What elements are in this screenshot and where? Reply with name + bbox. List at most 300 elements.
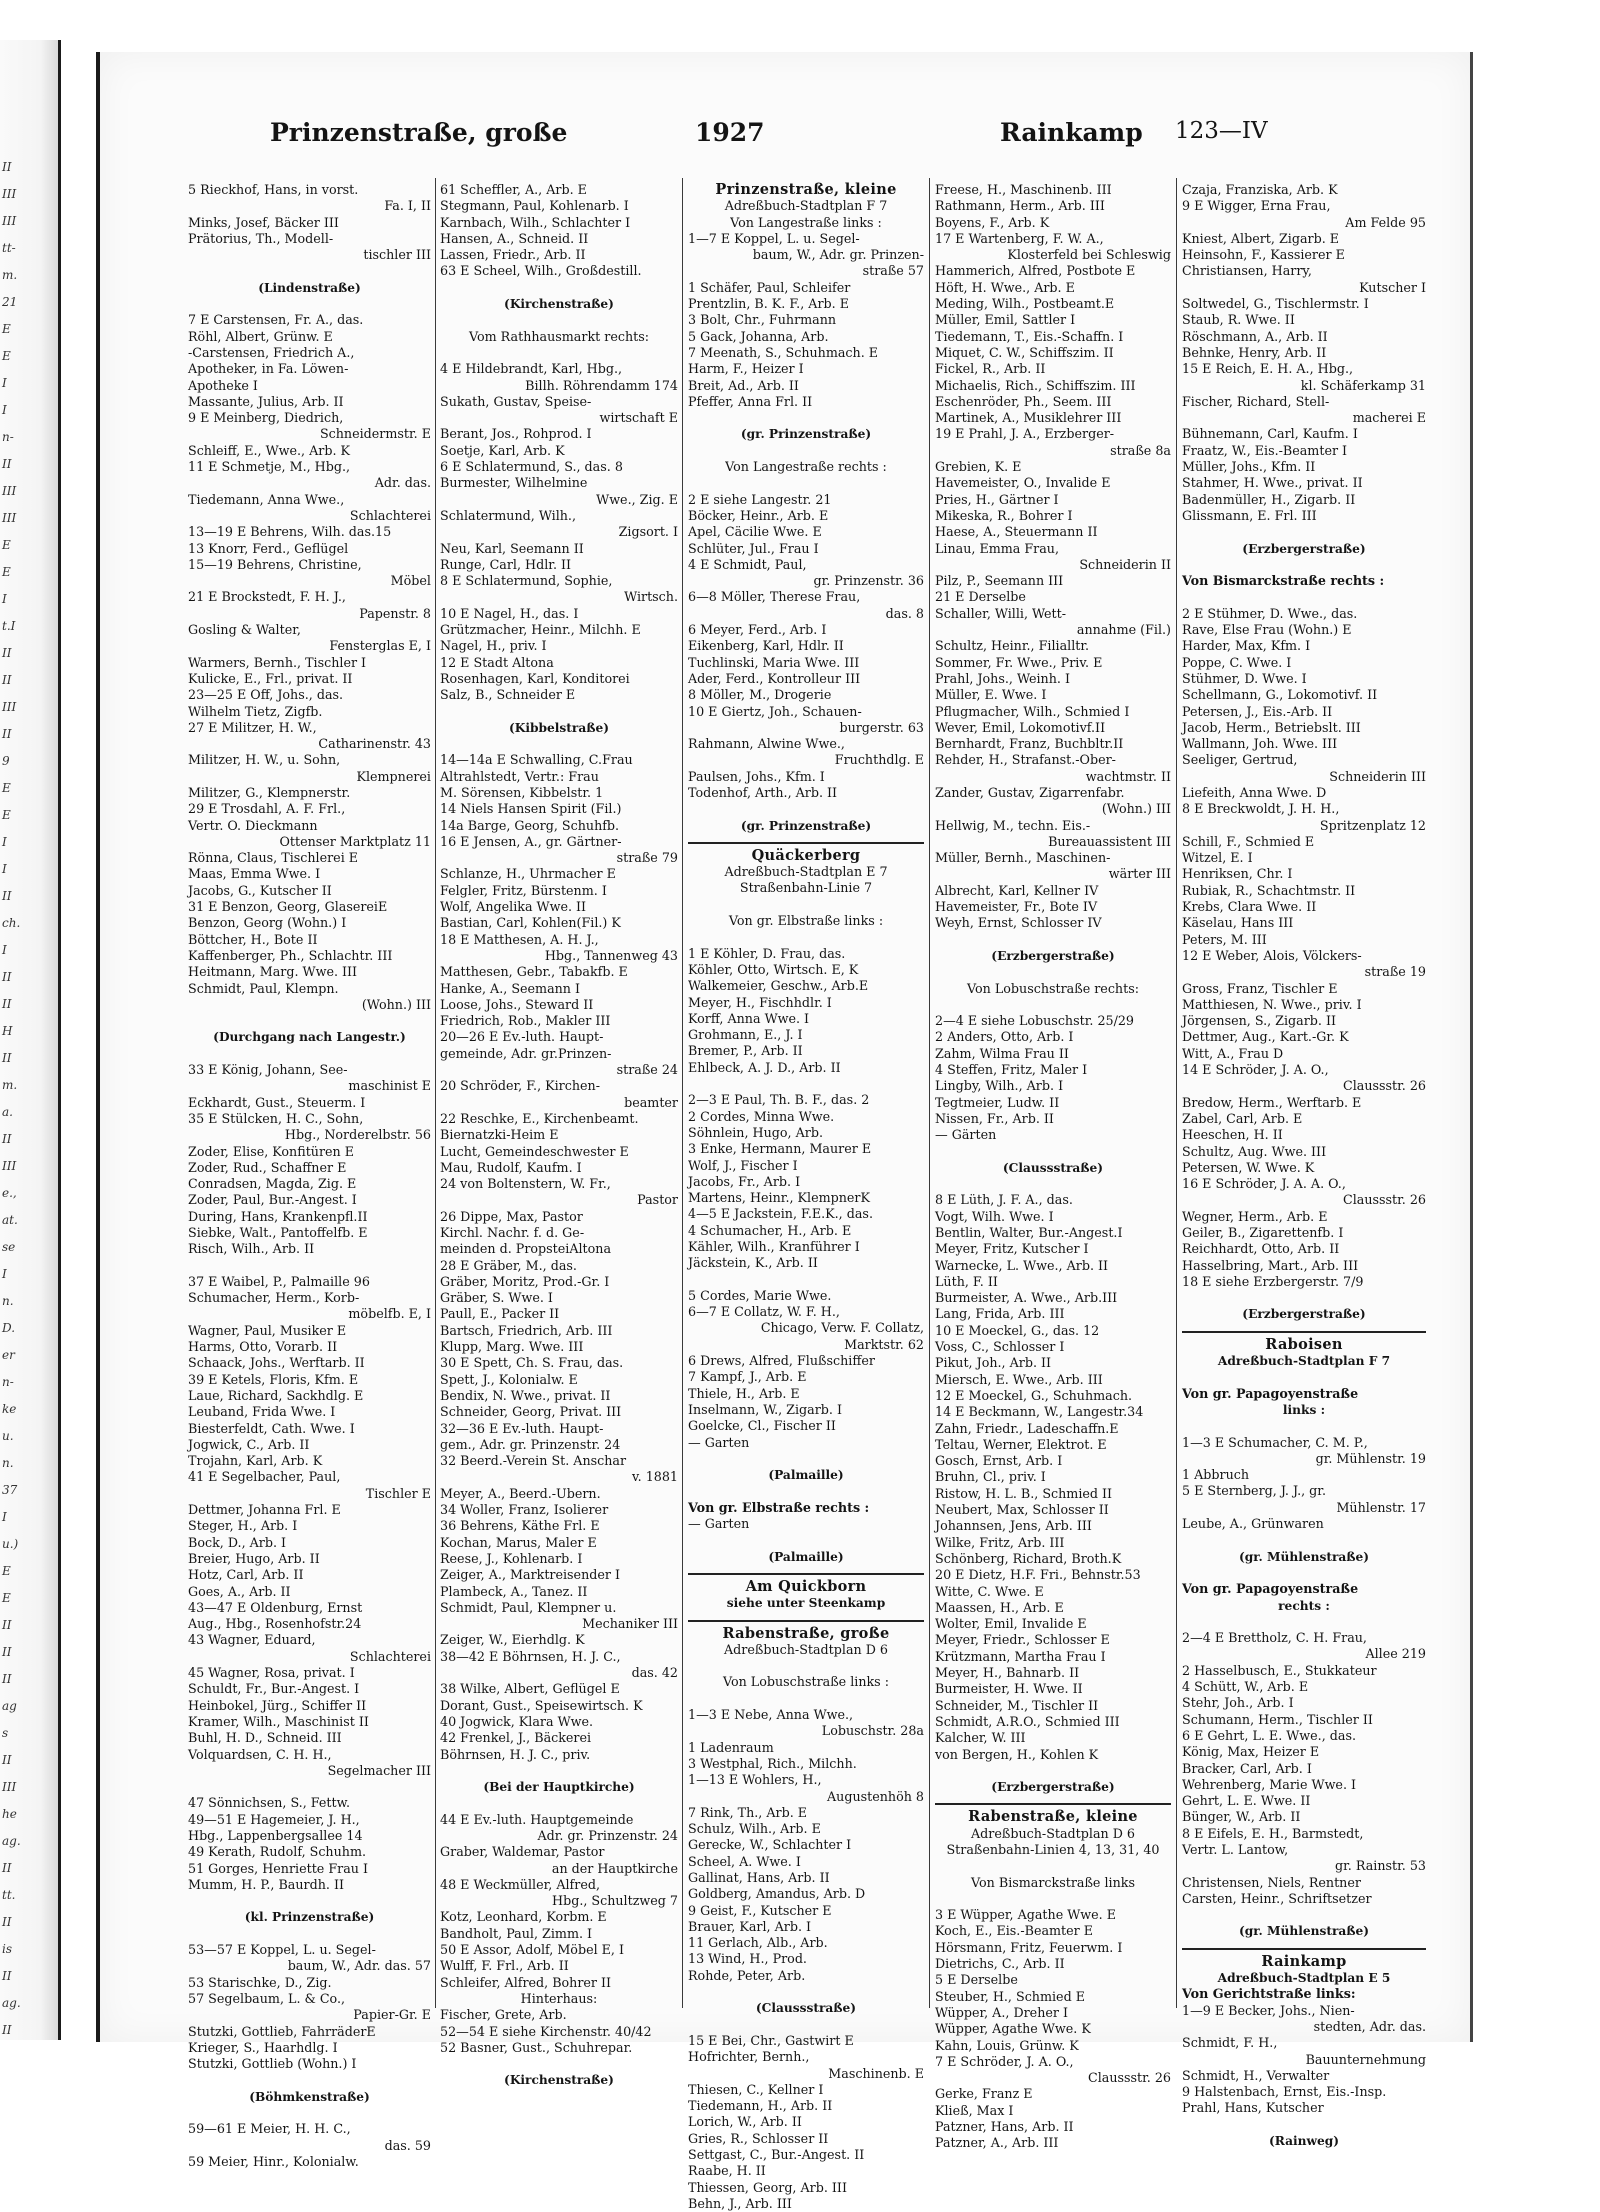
directory-entry [188, 263, 431, 279]
gutter-mark: n- [2, 1375, 14, 1389]
directory-entry: Schlachterei [349, 1648, 431, 1664]
directory-entry [688, 1532, 924, 1548]
cross-street-note: (kl. Prinzenstraße) [244, 1910, 375, 1925]
directory-entry: Warnecke, L. Wwe., Arb. II [935, 1257, 1109, 1273]
directory-entry: an der Hauptkirche [551, 1860, 678, 1876]
directory-entry: Militzer, G., Klempnerstr. [188, 784, 351, 800]
gutter-mark: D. [2, 1321, 16, 1335]
directory-entry: Christensen, Niels, Rentner [1182, 1874, 1361, 1890]
directory-entry: Neu, Karl, Seemann II [440, 540, 584, 556]
directory-entry: 13 Knorr, Ferd., Geflügel [188, 540, 349, 556]
directory-entry: Chicago, Verw. F. Collatz, [760, 1320, 924, 1336]
directory-entry: Schaller, Willi, Wett- [935, 605, 1067, 621]
gutter-mark: e., [2, 1186, 17, 1200]
gutter-mark: ag [2, 1699, 17, 1713]
cross-street-note: (Lindenstraße) [258, 280, 361, 295]
directory-entry: Pikut, Joh., Arb. II [935, 1355, 1052, 1371]
direction-note: Vom Rathhausmarkt rechts: [468, 328, 649, 344]
gutter-mark: E [2, 565, 11, 579]
gutter-mark: II [2, 970, 12, 984]
directory-entry: Lobuschstr. 28a [821, 1723, 924, 1739]
directory-entry: Müller, Johs., Kfm. II [1182, 459, 1316, 475]
directory-entry: Adr. gr. Prinzenstr. 24 [537, 1827, 678, 1843]
directory-entry: Grützmacher, Heinr., Milchh. E [440, 622, 641, 638]
gutter-mark: 21 [2, 295, 18, 309]
directory-entry: Kaffenberger, Ph., Schlachtr. III [188, 947, 393, 963]
directory-entry: Paull, E., Packer II [440, 1306, 560, 1322]
gutter-mark: ag. [2, 1996, 21, 2010]
directory-entry [1182, 2117, 1426, 2133]
directory-entry: Rave, Else Frau (Wohn.) E [1182, 622, 1352, 638]
gutter-mark: n. [2, 1294, 14, 1308]
gutter-mark: II [2, 673, 12, 687]
directory-entry: Kließ, Max I [935, 2102, 1014, 2118]
directory-entry: 57 Segelbaum, L. & Co., [188, 1990, 346, 2006]
directory-entry: 42 Frenkel, J., Bäckerei [440, 1730, 592, 1746]
directory-entry [1182, 1565, 1426, 1581]
directory-entry: Claussstr. 26 [1342, 1192, 1426, 1208]
gutter-mark: II [2, 1753, 12, 1767]
directory-entry: 5 E Sternberg, J. J., gr. [1182, 1483, 1327, 1499]
directory-entry [1182, 589, 1426, 605]
directory-entry: Böttcher, H., Bote II [188, 931, 318, 947]
directory-entry: Lorich, W., Arb. II [688, 2114, 802, 2130]
directory-entry: Salz, B., Schneider E [440, 687, 576, 703]
directory-entry: Walkemeier, Geschw., Arb.E [688, 978, 869, 994]
direction-note: Straßenbahn-Linien 4, 13, 31, 40 [946, 1841, 1160, 1857]
gutter-mark: 9 [2, 754, 10, 768]
directory-entry: Nagel, H., priv. I [440, 638, 547, 654]
directory-entry: straße 19 [1364, 964, 1426, 980]
directory-entry: Hansen, A., Schneid. II [440, 230, 589, 246]
directory-entry: Schmidt, Paul, Klempn. [188, 980, 339, 996]
directory-entry: 1—3 E Nebe, Anna Wwe., [688, 1707, 854, 1723]
directory-entry: 36 Behrens, Käthe Frl. E [440, 1518, 600, 1534]
directory-entry: Petersen, W. Wwe. K [1182, 1159, 1315, 1175]
directory-entry: Müller, E. Wwe. I [935, 687, 1047, 703]
directory-column-5 [1182, 182, 1426, 2149]
directory-entry [188, 1893, 431, 1909]
directory-entry: Breit, Ad., Arb. II [688, 377, 799, 393]
gutter-mark: III [2, 700, 17, 714]
cross-street-note: (Kibbelstraße) [508, 720, 609, 735]
directory-entry: 16 E Jensen, A., gr. Gärtner- [440, 833, 622, 849]
gutter-mark: n. [2, 1456, 14, 1470]
directory-entry: Hörsmann, Fritz, Feuerwm. I [935, 1939, 1123, 1955]
directory-entry: Goelcke, Cl., Fischer II [688, 1418, 836, 1434]
cross-street-note: (Erzbergerstraße) [991, 948, 1115, 963]
directory-entry: Goldberg, Amandus, Arb. D [688, 1886, 866, 1902]
directory-entry: Badenmüller, H., Zigarb. II [1182, 491, 1356, 507]
directory-entry: Wagner, Paul, Musiker E [188, 1322, 347, 1338]
directory-entry: Sommer, Fr. Wwe., Priv. E [935, 654, 1103, 670]
directory-column-3 [688, 181, 924, 2211]
directory-entry [935, 1176, 1171, 1192]
directory-entry: Grohmann, E., J. I [688, 1027, 803, 1043]
directory-entry: Bendix, N. Wwe., privat. II [440, 1387, 611, 1403]
directory-entry [440, 1795, 678, 1811]
directory-entry: möbelfb. E, I [348, 1306, 431, 1322]
directory-entry: Lingby, Wilh., Arb. I [935, 1078, 1064, 1094]
directory-entry: 1—9 E Becker, Johs., Nien- [1182, 2002, 1355, 2018]
directory-entry: Trojahn, Karl, Arb. K [188, 1453, 323, 1469]
directory-entry: kl. Schäferkamp 31 [1300, 377, 1426, 393]
directory-entry: Vertr. L. Lantow, [1182, 1841, 1289, 1857]
directory-entry [440, 312, 678, 328]
directory-entry: 13—19 E Behrens, Wilh. das.15 [188, 524, 392, 540]
directory-entry: Gerke, Franz E [935, 2086, 1033, 2102]
directory-entry: Gross, Franz, Tischler E [1182, 980, 1338, 996]
directory-entry: Mikeska, R., Bohrer I [935, 507, 1073, 523]
directory-entry [688, 410, 924, 426]
directory-entry: Jäckstein, K., Arb. II [688, 1255, 818, 1271]
directory-entry: Schönberg, Richard, Broth.K [935, 1550, 1122, 1566]
directory-entry: Poppe, C. Wwe. I [1182, 654, 1292, 670]
directory-entry: macherei E [1352, 410, 1426, 426]
directory-entry: Steger, H., Arb. I [188, 1518, 298, 1534]
gutter-mark: u.) [2, 1537, 19, 1551]
section-rule [688, 1612, 924, 1622]
directory-entry: Zoder, Elise, Konfitüren E [188, 1143, 355, 1159]
directory-entry: 43—47 E Oldenburg, Ernst [188, 1599, 363, 1615]
directory-entry: Paulsen, Johs., Kfm. I [688, 768, 825, 784]
directory-entry [1182, 1532, 1426, 1548]
gutter-mark: E [2, 1564, 11, 1578]
directory-entry: Stutzki, Gottlieb, FahrräderE [188, 2023, 376, 2039]
directory-entry: 23—25 E Off, Johs., das. [188, 687, 344, 703]
directory-entry: straße 8a [1110, 442, 1171, 458]
directory-entry: Lang, Frida, Arb. III [935, 1306, 1065, 1322]
directory-entry: Matthesen, Gebr., Tabakfb. E [440, 964, 628, 980]
directory-entry: 4 Steffen, Fritz, Maler I [935, 1062, 1088, 1078]
gutter-mark: III [2, 1780, 17, 1794]
directory-entry: Grebien, K. E [935, 459, 1022, 475]
directory-entry: 9 Halstenbach, Ernst, Eis.-Insp. [1182, 2084, 1387, 2100]
directory-entry [688, 2017, 924, 2033]
directory-entry: Inselmann, W., Zigarb. I [688, 1401, 843, 1417]
directory-entry: meinden d. PropsteiAltona [440, 1241, 612, 1257]
directory-entry: Henriksen, Chr. I [1182, 866, 1293, 882]
directory-entry: Plambeck, A., Tanez. II [440, 1583, 588, 1599]
directory-entry: das. 8 [885, 605, 924, 621]
directory-entry: Freese, H., Maschinenb. III [935, 182, 1112, 197]
directory-entry: 6—7 E Collatz, W. F. H., [688, 1304, 840, 1320]
directory-entry [688, 1483, 924, 1499]
gutter-mark: u. [2, 1429, 14, 1443]
directory-entry: Spritzenplatz 12 [1319, 817, 1426, 833]
directory-entry: Havemeister, Fr., Bote IV [935, 899, 1098, 915]
directory-entry: Billh. Röhrendamm 174 [525, 377, 678, 393]
directory-entry: 39 E Ketels, Floris, Kfm. E [188, 1371, 359, 1387]
direction-note: Von gr. Elbstraße rechts : [688, 1499, 870, 1515]
directory-entry: Prentzlin, B. K. F., Arb. E [688, 296, 849, 312]
directory-entry: 7 Rink, Th., Arb. E [688, 1804, 808, 1820]
directory-entry [1182, 1418, 1426, 1434]
directory-entry: Michaelis, Rich., Schiffszim. III [935, 377, 1136, 393]
directory-entry: 1—3 E Schumacher, C. M. P., [1182, 1434, 1368, 1450]
directory-entry: 21 E Derselbe [935, 589, 1026, 605]
directory-entry [1182, 1614, 1426, 1630]
directory-entry: straße 57 [862, 263, 924, 279]
directory-entry: Burmeister, A. Wwe., Arb.III [935, 1290, 1118, 1306]
directory-entry: 22 Reschke, E., Kirchenbeamt. [440, 1110, 639, 1126]
section-rule [688, 834, 924, 844]
directory-entry: Zabel, Carl, Arb. E [1182, 1110, 1303, 1126]
directory-entry: Rahmann, Alwine Wwe., [688, 736, 845, 752]
directory-entry: — Garten [688, 1434, 750, 1450]
directory-entry: Volquardsen, C. H. H., [188, 1746, 332, 1762]
directory-entry: (Wohn.) III [1101, 801, 1171, 817]
directory-entry: 14 E Beckmann, W., Langestr.34 [935, 1404, 1144, 1420]
directory-entry: Müller, Bernh., Maschinen- [935, 850, 1111, 866]
directory-entry: Schellmann, G., Lokomotivf. II [1182, 687, 1378, 703]
directory-entry: 49—51 E Hagemeier, J. H., [188, 1811, 360, 1827]
gutter-mark: I [2, 1267, 7, 1281]
directory-entry [440, 345, 678, 361]
directory-entry: Schulz, Wilh., Arb. E [688, 1821, 821, 1837]
directory-entry: Claussstr. 26 [1342, 1078, 1426, 1094]
directory-entry: Fischer, Richard, Stell- [1182, 393, 1330, 409]
directory-entry: 4—5 E Jackstein, F.E.K., das. [688, 1206, 873, 1222]
gutter-mark: I [2, 835, 7, 849]
directory-entry: Lassen, Friedr., Arb. II [440, 247, 586, 263]
directory-entry: Benzon, Georg (Wohn.) I [188, 915, 347, 931]
directory-entry: Marktstr. 62 [844, 1336, 924, 1352]
directory-entry: Witzel, E. I [1182, 850, 1253, 866]
directory-entry: 4 Schütt, W., Arb. E [1182, 1679, 1309, 1695]
directory-entry: Wüpper, Agathe Wwe. K [935, 2021, 1091, 2037]
directory-entry: Schumacher, Herm., Korb- [188, 1290, 360, 1306]
directory-entry: Bracker, Carl, Arb. I [1182, 1760, 1312, 1776]
directory-entry: Meyer, A., Beerd.-Ubern. [440, 1485, 601, 1501]
directory-entry: Nissen, Fr., Arb. II [935, 1110, 1054, 1126]
directory-entry: 63 E Scheel, Wilh., Großdestill. [440, 263, 642, 279]
directory-entry: Prahl, Hans, Kutscher [1182, 2100, 1324, 2116]
directory-entry: Martens, Heinr., KlempnerK [688, 1190, 870, 1206]
directory-entry: Augustenhöh 8 [826, 1788, 924, 1804]
directory-entry: 18 E siehe Erzbergerstr. 7/9 [1182, 1273, 1364, 1289]
directory-entry: 15 E Reich, E. H. A., Hbg., [1182, 361, 1354, 377]
directory-entry: Kotz, Leonhard, Korbm. E [440, 1909, 607, 1925]
gutter-mark: tt. [2, 1888, 16, 1902]
directory-entry [1182, 524, 1426, 540]
directory-entry: gr. Rainstr. 53 [1335, 1858, 1426, 1874]
header-page-number: 123—IV [1175, 118, 1268, 144]
directory-entry: Schlachterei [349, 507, 431, 523]
directory-entry: 1—7 E Koppel, L. u. Segel- [688, 230, 860, 246]
directory-entry: 59—61 E Meier, H. H. C., [188, 2121, 351, 2137]
directory-entry [935, 964, 1171, 980]
gutter-mark: I [2, 1510, 7, 1524]
directory-entry: 7 Kampf, J., Arb. E [688, 1369, 807, 1385]
directory-entry: 50 E Assor, Adolf, Möbel E, I [440, 1942, 625, 1958]
directory-entry: Neubert, Max, Schlosser II [935, 1502, 1109, 1518]
directory-entry: 33 E König, Johann, See- [188, 1062, 348, 1078]
directory-entry: 12 E Moeckel, G., Schuhmach. [935, 1387, 1133, 1403]
directory-entry: 27 E Militzer, H. W., [188, 719, 317, 735]
directory-entry: Fa. I, II [384, 198, 431, 214]
directory-entry: Gallinat, Hans, Arb. II [688, 1869, 830, 1885]
directory-entry [188, 1258, 431, 1274]
header-street-end: Rainkamp [1000, 118, 1143, 147]
gutter-mark: I [2, 862, 7, 876]
directory-entry: wachtmstr. II [1085, 768, 1171, 784]
directory-entry: 19 E Prahl, J. A., Erzberger- [935, 426, 1115, 442]
cross-street-note: rechts : [1278, 1598, 1330, 1613]
direction-note: Von gr. Elbstraße links : [728, 913, 884, 929]
directory-entry: Jacob, Herm., Betriebslt. III [1182, 719, 1361, 735]
directory-entry: Zeiger, A., Marktreisender I [440, 1567, 620, 1583]
directory-entry: 2—3 E Paul, Th. B. F., das. 2 [688, 1092, 870, 1108]
directory-entry: Haese, A., Steuermann II [935, 524, 1098, 540]
directory-entry: 7 Meenath, S., Schuhmach. E [688, 344, 879, 360]
directory-entry: 4 Schumacher, H., Arb. E [688, 1222, 852, 1238]
directory-entry: baum, W., Adr. gr. Prinzen- [752, 247, 924, 263]
column-divider [929, 178, 930, 2008]
directory-entry [1182, 1907, 1426, 1923]
directory-entry: Dorant, Gust., Speisewirtsch. K [440, 1697, 643, 1713]
direction-note: Adreßbuch-Stadtplan F 7 [724, 198, 888, 214]
directory-entry: Meyer, H., Bahnarb. II [935, 1665, 1080, 1681]
directory-entry: Schleiff, E., Wwe., Arb. K [188, 442, 350, 458]
directory-entry: Fruchthdlg. E [834, 752, 924, 768]
directory-entry [688, 801, 924, 817]
directory-entry: Bentlin, Walter, Bur.-Angest.I [935, 1225, 1123, 1240]
directory-entry [688, 1691, 924, 1707]
directory-entry [440, 736, 678, 752]
directory-entry [688, 443, 924, 459]
directory-entry: Zahm, Wilma Frau II [935, 1045, 1069, 1061]
directory-entry: Prätorius, Th., Modell- [188, 230, 334, 246]
directory-entry: Siebke, Walt., Pantoffelfb. E [188, 1225, 368, 1240]
gutter-mark: III [2, 484, 17, 498]
directory-entry: Raabe, H. II [688, 2163, 766, 2179]
directory-entry: Gräber, S. Wwe. I [440, 1290, 553, 1306]
directory-entry: Goes, A., Arb. II [188, 1583, 291, 1599]
direction-note: Von gr. Papagoyenstraße [1182, 1385, 1359, 1401]
directory-entry: Rosenhagen, Karl, Konditorei [440, 670, 630, 686]
directory-entry: 7 E Schröder, J. A. O., [935, 2053, 1074, 2069]
directory-entry: Hellwig, M., techn. Eis.- [935, 817, 1091, 833]
directory-entry: 12 E Weber, Alois, Völckers- [1182, 947, 1362, 963]
direction-note: Von gr. Papagoyenstraße [1182, 1581, 1359, 1597]
directory-entry: 8 E Lüth, J. F. A., das. [935, 1192, 1073, 1208]
directory-entry: Rehder, H., Strafanst.-Ober- [935, 752, 1116, 768]
directory-entry: Zigsort. I [618, 524, 678, 540]
street-heading: Raboisen [1265, 1335, 1343, 1353]
direction-note: Straßenbahn-Linie 7 [739, 880, 873, 896]
cross-street-note: (Erzbergerstraße) [1242, 541, 1366, 556]
directory-entry: 41 E Segelbacher, Paul, [188, 1469, 341, 1485]
directory-entry: Ottenser Marktplatz 11 [279, 833, 431, 849]
directory-entry: Patzner, A., Arb. III [935, 2135, 1059, 2151]
direction-note: Von Bismarckstraße rechts : [1182, 573, 1385, 589]
directory-entry: Bandholt, Paul, Zimm. I [440, 1925, 593, 1941]
directory-entry: 35 E Stülcken, H. C., Sohn, [188, 1110, 364, 1126]
directory-entry: Warmers, Bernh., Tischler I [188, 654, 367, 670]
directory-entry: During, Hans, Krankenpfl.II [188, 1208, 368, 1224]
directory-entry: Schneiderin III [1329, 768, 1426, 784]
directory-entry: 8 E Eifels, E. H., Barmstedt, [1182, 1825, 1364, 1841]
directory-entry: Schneider, M., Tischler II [935, 1697, 1099, 1713]
gutter-mark: ag. [2, 1834, 21, 1848]
directory-entry: 37 E Waibel, P., Palmaille 96 [188, 1273, 370, 1289]
directory-entry: Rönna, Claus, Tischlerei E [188, 850, 359, 866]
directory-entry: Schumann, Herm., Tischler II [1182, 1711, 1373, 1727]
directory-entry [440, 704, 678, 720]
directory-entry: Thiele, H., Arb. E [688, 1385, 800, 1401]
directory-entry: 3 Westphal, Rich., Milchh. [688, 1755, 857, 1771]
direction-note: Von Lobuschstraße links : [722, 1674, 890, 1690]
directory-entry: Maas, Emma Wwe. I [188, 866, 321, 882]
directory-entry: straße 24 [616, 1062, 678, 1078]
gutter-mark: II [2, 1969, 12, 1983]
directory-entry: Gerecke, W., Schlachter I [688, 1837, 852, 1853]
directory-entry: 59 Meier, Hinr., Kolonialw. [188, 2153, 359, 2169]
directory-entry: 6—8 Möller, Therese Frau, [688, 589, 861, 605]
directory-entry: Pastor [637, 1192, 678, 1208]
directory-entry: Adr. das. [374, 475, 431, 491]
direction-note: Von Bismarckstraße links [971, 1874, 1135, 1890]
directory-entry: 1 Abbruch [1182, 1467, 1250, 1483]
directory-entry: Köhler, Otto, Wirtsch. E, K [688, 961, 859, 977]
directory-entry: 13 Wind, H., Prod. [688, 1951, 807, 1967]
directory-entry: Todenhof, Arth., Arb. II [688, 784, 838, 800]
section-rule [1182, 1323, 1426, 1333]
directory-entry: Jacobs, Fr., Arb. I [688, 1173, 801, 1189]
directory-entry: Höft, H. Wwe., Arb. E [935, 279, 1075, 295]
directory-entry: Hbg., Norderelbstr. 56 [284, 1127, 431, 1143]
directory-entry: Klosterfeld bei Schleswig [1007, 247, 1171, 263]
directory-entry: 8 E Breckwoldt, J. H. H., [1182, 801, 1340, 817]
directory-entry: Czaja, Franziska, Arb. K [1182, 182, 1338, 197]
directory-entry: Martinek, A., Musiklehrer III [935, 410, 1122, 426]
directory-entry: Thiessen, Georg, Arb. III [688, 2179, 847, 2195]
directory-entry [688, 1658, 924, 1674]
gutter-mark: II [2, 997, 12, 1011]
directory-entry: Heeschen, H. II [1182, 1127, 1283, 1143]
directory-entry: maschinist E [348, 1078, 431, 1094]
directory-entry: wirtschaft E [599, 410, 678, 426]
directory-entry [688, 1984, 924, 2000]
directory-entry: Havemeister, O., Invalide E [935, 475, 1111, 491]
directory-entry: — Garten [688, 1516, 750, 1532]
directory-entry: Hbg., Lappenbergsallee 14 [188, 1827, 363, 1843]
previous-page-edge [0, 40, 61, 2040]
directory-entry: Loose, Johs., Steward II [440, 996, 594, 1012]
directory-entry: stedten, Adr. das. [1313, 2018, 1426, 2034]
directory-column-2 [440, 182, 678, 2088]
directory-entry: Reese, J., Kohlenarb. I [440, 1550, 583, 1566]
gutter-mark: III [2, 187, 17, 201]
directory-entry: Burmester, Wilhelmine [440, 475, 588, 491]
gutter-mark: E [2, 808, 11, 822]
directory-entry: 2 Hasselbusch, E., Stukkateur [1182, 1662, 1377, 1678]
gutter-mark: I [2, 592, 7, 606]
directory-entry: Hbg., Tannenweg 43 [544, 947, 678, 963]
directory-entry: das. 59 [384, 2137, 431, 2153]
directory-entry: Rathmann, Herm., Arb. III [935, 198, 1105, 214]
directory-entry: Hasselbring, Mart., Arb. III [1182, 1257, 1359, 1273]
directory-entry: Korff, Anna Wwe. I [688, 1010, 810, 1026]
directory-entry [1182, 557, 1426, 573]
column-divider [682, 178, 683, 2008]
directory-entry: Behnke, Henry, Arb. II [1182, 344, 1327, 360]
directory-entry: Miquet, C. W., Schiffszim. II [935, 344, 1114, 360]
directory-entry: Stühmer, D. Wwe. I [1182, 670, 1307, 686]
directory-entry: 1—13 E Wohlers, H., [688, 1772, 822, 1788]
directory-entry: 29 E Trosdahl, A. F. Frl., [188, 801, 346, 817]
